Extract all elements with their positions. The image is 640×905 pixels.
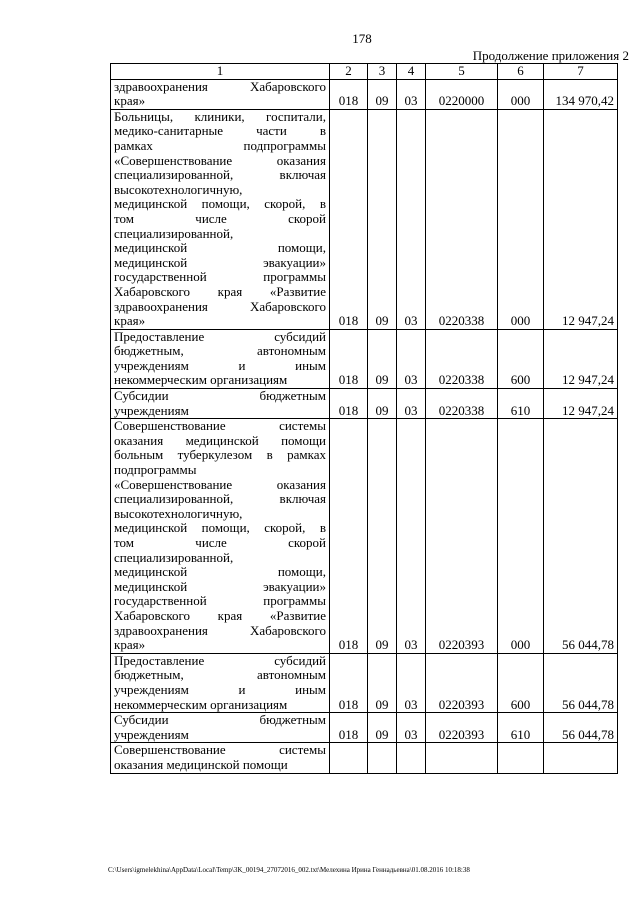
description-line: учреждениям: [114, 402, 189, 418]
table-row: [111, 79, 618, 109]
description-line: государственной программы: [114, 593, 326, 609]
expense-type-cell: 000: [498, 419, 544, 654]
amount-cell: 134 970,42: [544, 79, 618, 109]
description-line: специализированной, включая: [114, 167, 326, 183]
description-cell: [111, 713, 330, 743]
description-cell: [111, 389, 330, 419]
description-line: медицинской помощи, скорой, в: [114, 196, 326, 212]
section-code-cell: 018: [330, 419, 368, 654]
table-row: [111, 389, 618, 419]
subsection-code-cell: 03: [397, 329, 426, 388]
subsection-code-cell: [397, 743, 426, 773]
expense-type-cell: 600: [498, 653, 544, 712]
appendix-continuation-title: Продолжение приложения 2: [472, 48, 629, 63]
section-code-cell: [330, 743, 368, 773]
subsection-code-cell: 09: [368, 109, 397, 329]
description-line: Субсидии бюджетным: [114, 388, 326, 404]
section-code-cell: 018: [330, 713, 368, 743]
description-line: медицинской помощи, скорой, в: [114, 520, 326, 536]
description-cell: [111, 79, 330, 109]
subsection-code-cell: 03: [397, 79, 426, 109]
section-code-cell: 018: [330, 389, 368, 419]
description-line: государственной программы: [114, 269, 326, 285]
description-line: учреждениям: [114, 726, 189, 742]
description-line: некоммерческим организациям: [114, 372, 288, 388]
description-line: том числе скорой: [114, 210, 326, 226]
expense-type-cell: 610: [498, 389, 544, 419]
subsection-code-cell: 09: [368, 713, 397, 743]
header-cell: 3: [368, 64, 397, 80]
description-line: здравоохранения Хабаровского: [114, 298, 326, 314]
table-row: [111, 653, 618, 712]
target-article-cell: 0220000: [426, 79, 498, 109]
description-line: бюджетным, автономным: [114, 343, 326, 359]
description-line: Совершенствование системы: [114, 742, 326, 758]
description-line: края»: [114, 637, 146, 653]
expense-type-cell: 000: [498, 79, 544, 109]
description-line: здравоохранения Хабаровского: [114, 78, 326, 94]
description-line: бюджетным, автономным: [114, 667, 326, 683]
header-cell: 5: [426, 64, 498, 80]
target-article-cell: 0220338: [426, 389, 498, 419]
description-line: высокотехнологичную,: [114, 505, 243, 521]
table-header-row: [111, 64, 618, 80]
description-cell: [111, 419, 330, 654]
description-line: Хабаровского края «Развитие: [114, 607, 326, 623]
subsection-code-cell: 09: [368, 389, 397, 419]
table-row: [111, 419, 618, 654]
page-number: 178: [352, 31, 372, 46]
description-line: медицинской эвакуации»: [114, 578, 326, 594]
amount-cell: 56 044,78: [544, 653, 618, 712]
subsection-code-cell: 03: [397, 109, 426, 329]
description-line: специализированной,: [114, 549, 234, 565]
description-line: некоммерческим организациям: [114, 696, 288, 712]
description-line: специализированной, включая: [114, 491, 326, 507]
target-article-cell: 0220338: [426, 109, 498, 329]
amount-cell: 12 947,24: [544, 109, 618, 329]
amount-cell: 12 947,24: [544, 329, 618, 388]
subsection-code-cell: 03: [397, 389, 426, 419]
description-line: медицинской эвакуации»: [114, 254, 326, 270]
description-line: медицинской помощи,: [114, 564, 326, 580]
description-line: Совершенствование системы: [114, 418, 326, 434]
description-line: «Совершенствование оказания: [114, 152, 326, 168]
description-line: Предоставление субсидий: [114, 652, 326, 668]
section-code-cell: 018: [330, 653, 368, 712]
description-line: учреждениям и иным: [114, 357, 326, 373]
description-line: больным туберкулезом в рамках: [114, 447, 326, 463]
description-line: края»: [114, 313, 146, 329]
expense-type-cell: 600: [498, 329, 544, 388]
section-code-cell: 018: [330, 109, 368, 329]
header-cell: 1: [111, 64, 330, 80]
target-article-cell: [426, 743, 498, 773]
section-code-cell: 018: [330, 79, 368, 109]
amount-cell: [544, 743, 618, 773]
description-line: здравоохранения Хабаровского: [114, 622, 326, 638]
description-line: «Совершенствование оказания: [114, 476, 326, 492]
expense-type-cell: [498, 743, 544, 773]
subsection-code-cell: 03: [397, 653, 426, 712]
expense-type-cell: 610: [498, 713, 544, 743]
amount-cell: 12 947,24: [544, 389, 618, 419]
table-row: [111, 713, 618, 743]
description-line: оказания медицинской помощи: [114, 432, 326, 448]
target-article-cell: 0220393: [426, 653, 498, 712]
description-line: оказания медицинской помощи: [114, 756, 288, 772]
subsection-code-cell: 09: [368, 79, 397, 109]
header-cell: 7: [544, 64, 618, 80]
budget-table: [110, 63, 618, 774]
amount-cell: 56 044,78: [544, 713, 618, 743]
description-line: высокотехнологичную,: [114, 181, 243, 197]
description-line: специализированной,: [114, 225, 234, 241]
target-article-cell: 0220393: [426, 713, 498, 743]
description-line: подпрограммы: [114, 462, 197, 478]
description-line: Субсидии бюджетным: [114, 712, 326, 728]
description-line: медицинской помощи,: [114, 240, 326, 256]
file-path-footer: C:\Users\igmelekhina\AppData\Local\Temp\3K_00194_27072016_002.txt\Мелехина Ирина Геннадьевна\01.08.2016 10:18:38: [108, 866, 470, 874]
table-row: [111, 743, 618, 773]
description-cell: [111, 329, 330, 388]
description-line: учреждениям и иным: [114, 681, 326, 697]
description-line: Больницы, клиники, госпитали,: [114, 108, 326, 124]
table-row: [111, 109, 618, 329]
header-cell: 2: [330, 64, 368, 80]
subsection-code-cell: [368, 743, 397, 773]
subsection-code-cell: 03: [397, 419, 426, 654]
description-line: медико-санитарные части в: [114, 123, 326, 139]
description-line: Предоставление субсидий: [114, 328, 326, 344]
description-cell: [111, 743, 330, 773]
description-cell: [111, 109, 330, 329]
subsection-code-cell: 03: [397, 713, 426, 743]
description-line: рамках подпрограммы: [114, 137, 326, 153]
subsection-code-cell: 09: [368, 419, 397, 654]
subsection-code-cell: 09: [368, 653, 397, 712]
table-row: [111, 329, 618, 388]
subsection-code-cell: 09: [368, 329, 397, 388]
description-line: края»: [114, 93, 146, 109]
header-cell: 6: [498, 64, 544, 80]
amount-cell: 56 044,78: [544, 419, 618, 654]
description-line: том числе скорой: [114, 535, 326, 550]
target-article-cell: 0220338: [426, 329, 498, 388]
target-article-cell: 0220393: [426, 419, 498, 654]
header-cell: 4: [397, 64, 426, 80]
description-cell: [111, 653, 330, 712]
section-code-cell: 018: [330, 329, 368, 388]
description-line: Хабаровского края «Развитие: [114, 283, 326, 299]
expense-type-cell: 000: [498, 109, 544, 329]
